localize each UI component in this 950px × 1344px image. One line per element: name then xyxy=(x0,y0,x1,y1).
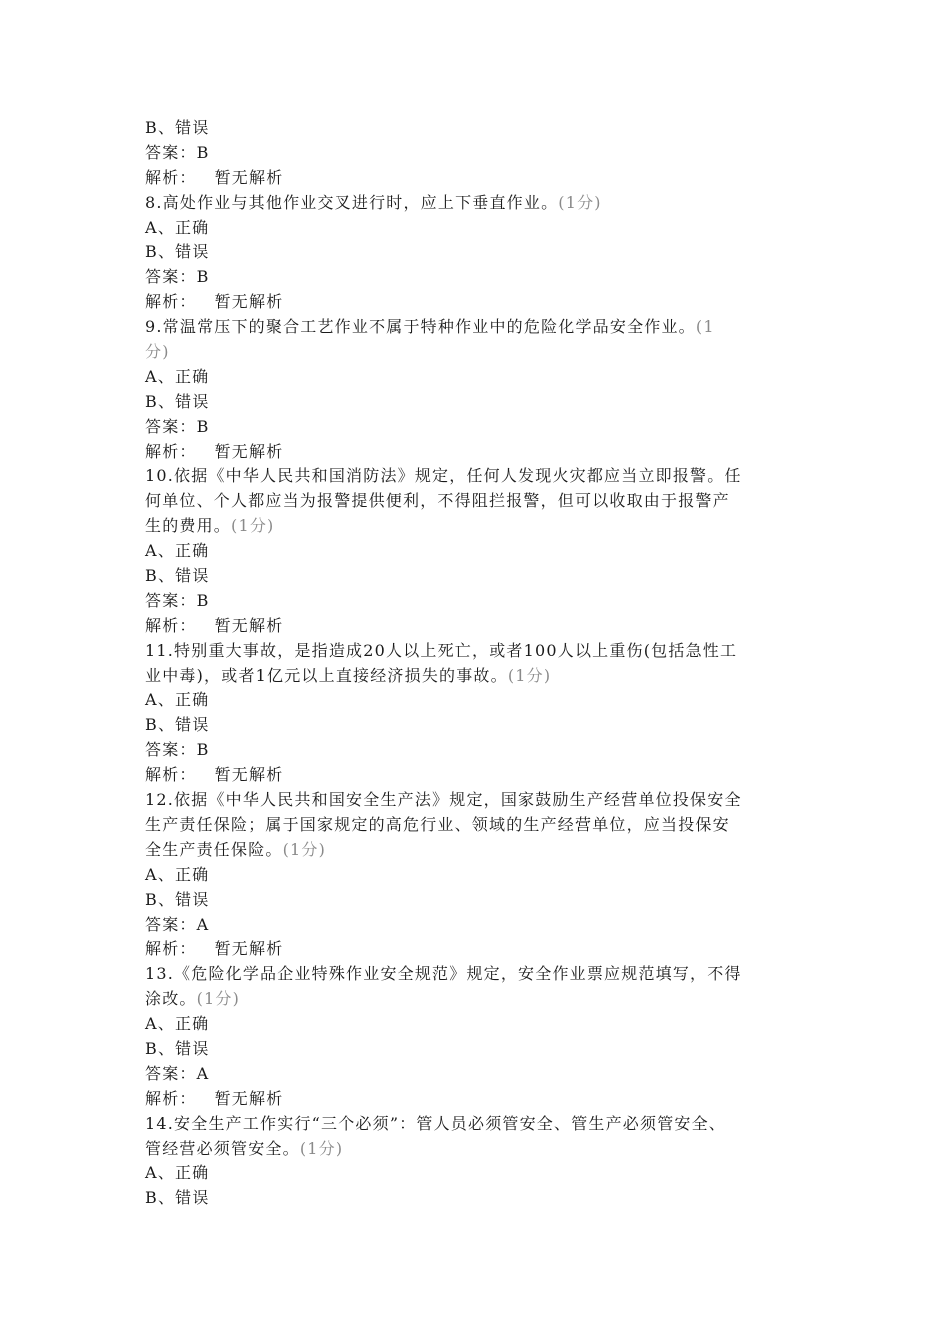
analysis-text: 暂无解析 xyxy=(214,1088,284,1108)
question-13-text: 涂改。(1分) xyxy=(145,989,241,1009)
question-11-text: 业中毒)，或者1亿元以上直接经济损失的事故。(1分) xyxy=(145,665,552,685)
analysis-line xyxy=(145,1087,815,1112)
analysis-text: 暂无解析 xyxy=(214,939,284,959)
option-b: B、错误 xyxy=(145,391,210,411)
option-a: A、正确 xyxy=(145,1163,210,1183)
answer-line xyxy=(145,738,815,763)
question-10-text: 10.依据《中华人民共和国消防法》规定，任何人发现火灾都应当立即报警。任 xyxy=(145,466,742,486)
analysis-label: 解析： xyxy=(145,441,197,461)
question-12-text: 全生产责任保险。(1分) xyxy=(145,839,327,859)
answer-line xyxy=(145,265,815,290)
analysis-label: 解析： xyxy=(145,1088,197,1108)
question-9-score-cont: 分) xyxy=(145,342,170,362)
question-score: (1分) xyxy=(196,989,241,1009)
answer-label: 答案： xyxy=(145,590,197,610)
answer-label: 答案： xyxy=(145,142,197,162)
answer-label: 答案： xyxy=(145,416,197,436)
answer-label: 答案： xyxy=(145,267,197,287)
answer-line xyxy=(145,913,815,938)
answer-value: B xyxy=(196,590,210,610)
question-score: (1分) xyxy=(507,665,552,685)
question-score: (1分) xyxy=(231,516,275,536)
question-10-text: 生的费用。(1分) xyxy=(145,516,275,536)
answer-value: A xyxy=(196,914,210,934)
analysis-text: 暂无解析 xyxy=(214,167,284,187)
answer-value: B xyxy=(196,416,210,436)
option-b: B、错误 xyxy=(145,889,210,909)
option-a: A、正确 xyxy=(145,366,210,386)
option-a: A、正确 xyxy=(145,541,210,561)
analysis-line xyxy=(145,290,815,315)
analysis-label: 解析： xyxy=(145,292,197,312)
question-14-text: 14.安全生产工作实行“三个必须”：管人员必须管安全、管生产必须管安全、 xyxy=(145,1113,727,1133)
answer-value: B xyxy=(196,740,210,760)
question-score: (1 xyxy=(695,317,715,337)
option-a: A、正确 xyxy=(145,864,210,884)
analysis-label: 解析： xyxy=(145,939,197,959)
question-12-text: 生产责任保险；属于国家规定的高危行业、领域的生产经营单位，应当投保安 xyxy=(145,814,730,834)
question-11-text: 11.特别重大事故，是指造成20人以上死亡，或者100人以上重伤(包括急性工 xyxy=(145,640,738,660)
analysis-text: 暂无解析 xyxy=(214,615,284,635)
option-b: B、错误 xyxy=(145,118,210,137)
question-13-text: 13.《危险化学品企业特殊作业安全规范》规定，安全作业票应规范填写，不得 xyxy=(145,964,742,984)
option-b: B、错误 xyxy=(145,1038,210,1058)
answer-line xyxy=(145,141,815,166)
option-a: A、正确 xyxy=(145,1014,210,1034)
question-14-text: 管经营必须管安全。(1分) xyxy=(145,1138,344,1158)
question-score: (1分) xyxy=(558,192,602,212)
analysis-line xyxy=(145,166,815,191)
option-b: B、错误 xyxy=(145,715,210,735)
analysis-text: 暂无解析 xyxy=(214,441,284,461)
answer-value: B xyxy=(196,267,210,287)
option-a: A、正确 xyxy=(145,217,210,237)
question-score: (1分) xyxy=(282,839,327,859)
answer-label: 答案： xyxy=(145,740,197,760)
answer-value: A xyxy=(196,1063,210,1083)
analysis-line xyxy=(145,440,815,465)
answer-value: B xyxy=(196,142,210,162)
answer-line xyxy=(145,589,815,614)
analysis-text: 暂无解析 xyxy=(214,765,284,785)
analysis-label: 解析： xyxy=(145,167,197,187)
analysis-line xyxy=(145,937,815,962)
question-9-text: 9.常温常压下的聚合工艺作业不属于特种作业中的危险化学品安全作业。(1 xyxy=(145,317,715,337)
option-b: B、错误 xyxy=(145,1188,210,1208)
question-score: (1分) xyxy=(299,1138,344,1158)
analysis-line xyxy=(145,614,815,639)
question-8-text: 8.高处作业与其他作业交叉进行时，应上下垂直作业。(1分) xyxy=(145,192,602,212)
option-a: A、正确 xyxy=(145,690,210,710)
question-12-text: 12.依据《中华人民共和国安全生产法》规定，国家鼓励生产经营单位投保安全 xyxy=(145,790,742,810)
answer-line xyxy=(145,1062,815,1087)
analysis-label: 解析： xyxy=(145,615,197,635)
analysis-label: 解析： xyxy=(145,765,197,785)
answer-label: 答案： xyxy=(145,914,197,934)
question-10-text: 何单位、个人都应当为报警提供便利，不得阻拦报警，但可以收取由于报警产 xyxy=(145,491,730,511)
option-b: B、错误 xyxy=(145,242,210,262)
analysis-text: 暂无解析 xyxy=(214,292,284,312)
analysis-line xyxy=(145,763,815,788)
document-body xyxy=(145,116,815,1211)
answer-label: 答案： xyxy=(145,1063,197,1083)
answer-line xyxy=(145,415,815,440)
option-b: B、错误 xyxy=(145,566,210,586)
